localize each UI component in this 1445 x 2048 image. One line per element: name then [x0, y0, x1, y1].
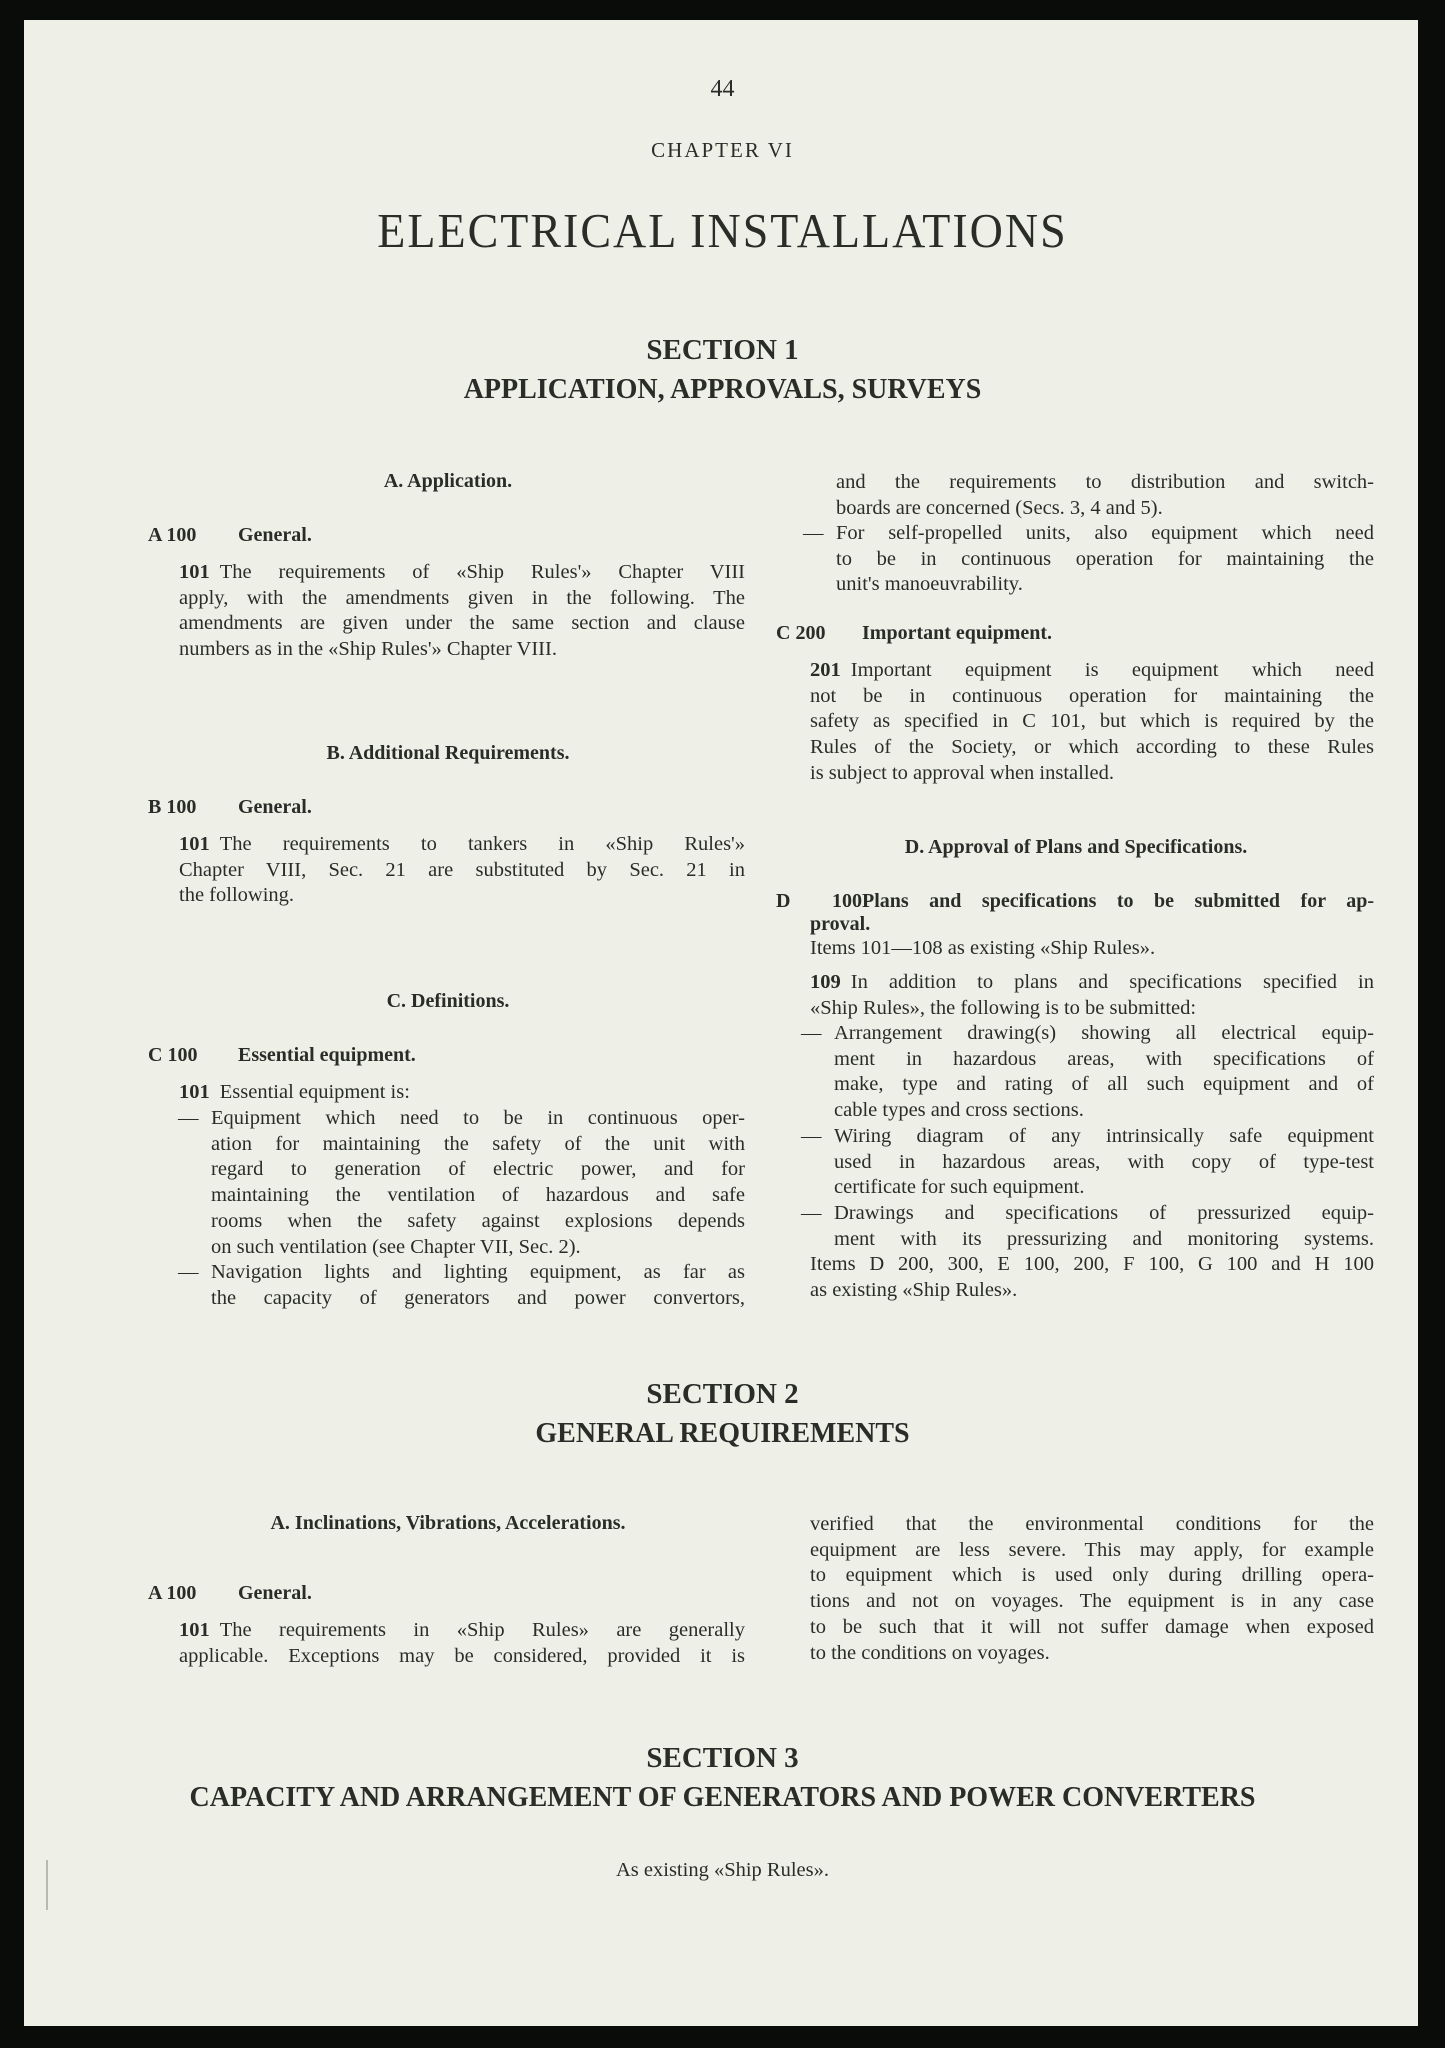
text-line: not be in continuous operation for maintaining the: [810, 684, 1374, 707]
chapter-title: ELECTRICAL INSTALLATIONS: [377, 203, 1068, 258]
text-line: Equipment which need to be in continuous oper-: [211, 1107, 745, 1129]
clause-code: A 100: [148, 1582, 197, 1604]
subsection-d-heading: D. Approval of Plans and Specifications.: [904, 836, 1248, 858]
bullet-submit-2: [801, 1124, 1374, 1201]
item-c101: [179, 1080, 745, 1106]
text-line: Items 101—108 as existing «Ship Rules».: [810, 937, 1156, 959]
text-line: Drawings and specifications of pressurized equip-: [834, 1202, 1374, 1224]
text-line: In addition to plans and specifications specified in: [850, 971, 1374, 993]
text-line: Chapter VIII, Sec. 21 are substituted by Sec. 21 in: [179, 858, 745, 881]
item-number: 101: [179, 1081, 210, 1103]
item-number: 101: [179, 833, 210, 855]
section-2-title: GENERAL REQUIREMENTS: [535, 1418, 910, 1449]
items-existing-closing: [810, 1252, 1374, 1303]
item-number: 101: [179, 1619, 210, 1641]
item-number: 201: [810, 659, 841, 681]
page-number: 44: [710, 76, 735, 102]
bullet-submit-1: [801, 1021, 1374, 1124]
clause-c200: [776, 622, 1052, 645]
text-line: Navigation lights and lighting equipment, as far as: [211, 1261, 745, 1283]
section-1-number: SECTION 1: [646, 334, 799, 366]
text-line: is subject to approval when installed.: [810, 761, 1115, 784]
section-1-title: APPLICATION, APPROVALS, SURVEYS: [463, 374, 982, 405]
text-line: apply, with the amendments given in the following. The: [179, 586, 745, 609]
text-line: The requirements in «Ship Rules» are generally: [219, 1619, 745, 1641]
text-line: certificate for such equipment.: [834, 1176, 1085, 1199]
clause-2a100: [148, 1582, 312, 1605]
clause-d100: [776, 890, 1374, 936]
clause-code: D 100: [776, 890, 862, 912]
text-line: used in hazardous areas, with copy of type-test: [834, 1150, 1374, 1173]
clause-title: Essential equipment.: [238, 1044, 416, 1066]
dash-bullet: —: [803, 522, 824, 544]
clause-a100: [148, 524, 312, 547]
text-line: Rules of the Society, or which according to these Rules: [810, 736, 1374, 759]
text-line: ation for maintaining the safety of the unit with: [211, 1132, 745, 1155]
text-line: boards are concerned (Secs. 3, 4 and 5).: [836, 496, 1163, 519]
text-line: ment in hazardous areas, with specifications of: [834, 1047, 1374, 1070]
text-line: to be in continuous operation for maintaining the: [836, 547, 1374, 570]
clause-title: Important equipment.: [862, 622, 1053, 644]
text-line: The requirements of «Ship Rules'» Chapter VIII: [219, 561, 745, 583]
bullet-essential-2-continued: [836, 470, 1374, 521]
dash-bullet: —: [801, 1202, 822, 1224]
item-number: 109: [810, 971, 841, 993]
text-line: the following.: [179, 884, 295, 907]
subsection-b-heading: B. Additional Requirements.: [326, 742, 570, 764]
clause-title: General.: [238, 796, 312, 818]
clause-c100: [148, 1044, 416, 1067]
text-line: The requirements to tankers in «Ship Rules'»: [219, 833, 745, 855]
text-line: unit's manoeuvrability.: [836, 573, 1023, 596]
subsection-c-heading: C. Definitions.: [386, 990, 510, 1012]
text-line: Wiring diagram of any intrinsically safe equipment: [834, 1125, 1374, 1147]
item-d109: [810, 970, 1374, 1021]
dash-bullet: —: [801, 1022, 822, 1044]
section-3-body: As existing «Ship Rules».: [616, 1859, 829, 1881]
text-line: as existing «Ship Rules».: [810, 1278, 1018, 1301]
text-line: the capacity of generators and power convertors,: [211, 1286, 745, 1309]
clause-b100: [148, 796, 312, 819]
chapter-label: CHAPTER VI: [651, 138, 794, 162]
clause-code: C 100: [148, 1044, 198, 1066]
dash-bullet: —: [178, 1261, 199, 1283]
text-line: maintaining the ventilation of hazardous and safe: [211, 1184, 745, 1207]
dash-bullet: —: [801, 1125, 822, 1147]
section-2-number: SECTION 2: [646, 1378, 799, 1410]
clause-title-continued: proval.: [810, 913, 871, 935]
text-line: safety as specified in C 101, but which is required by the: [810, 710, 1374, 733]
item-2a101: [179, 1618, 745, 1669]
clause-code: A 100: [148, 524, 197, 546]
text-line: applicable. Exceptions may be considered, provided it is: [179, 1644, 745, 1667]
text-line: tions and not on voyages. The equipment is in any case: [810, 1590, 1374, 1613]
clause-code: B 100: [148, 796, 197, 818]
subsection-a-heading: A. Application.: [383, 470, 513, 492]
item-number: 101: [179, 561, 210, 583]
clause-title: General.: [238, 1582, 312, 1604]
dash-bullet: —: [178, 1107, 199, 1129]
text-line: cable types and cross sections.: [834, 1099, 1084, 1122]
text-line: Important equipment is equipment which need: [850, 659, 1374, 681]
clause-title: Plans and specifications to be submitted for ap-: [862, 890, 1374, 912]
text-line: amendments are given under the same section and clause: [179, 612, 745, 635]
text-line: verified that the environmental conditions for the: [810, 1513, 1374, 1535]
clause-code: C 200: [776, 622, 826, 644]
text-line: rooms when the safety against explosions depends: [211, 1209, 745, 1232]
text-line: and the requirements to distribution and switch-: [836, 471, 1374, 493]
item-a101: [179, 560, 745, 663]
bullet-essential-1: [178, 1106, 745, 1260]
section-3-number: SECTION 3: [646, 1742, 799, 1774]
text-line: ment with its pressurizing and monitoring systems.: [834, 1227, 1374, 1250]
text-line: on such ventilation (see Chapter VII, Sec. 2).: [211, 1235, 581, 1258]
text-line: «Ship Rules», the following is to be submitted:: [810, 996, 1197, 1019]
text-line: make, type and rating of all such equipment and of: [834, 1073, 1374, 1096]
section-3-title: CAPACITY AND ARRANGEMENT OF GENERATORS AND POWER CONVERTERS: [189, 1782, 1256, 1813]
bullet-essential-3: [803, 521, 1374, 598]
text-line: For self-propelled units, also equipment which need: [836, 522, 1374, 544]
item-c201: [810, 658, 1374, 787]
items-101-108: [810, 936, 1374, 962]
text-line: to the conditions on voyages.: [810, 1641, 1050, 1664]
bullet-essential-2: [178, 1260, 745, 1311]
item-b101: [179, 832, 745, 909]
section-2-right-column: [810, 1512, 1374, 1666]
text-line: Items D 200, 300, E 100, 200, F 100, G 100 and H 100: [810, 1253, 1374, 1275]
text-line: equipment are less severe. This may apply, for example: [810, 1538, 1374, 1561]
subsection-2a-heading: A. Inclinations, Vibrations, Accelerations.: [270, 1512, 626, 1534]
bullet-submit-3: [801, 1201, 1374, 1252]
clause-title: General.: [238, 524, 312, 546]
text-line: Essential equipment is:: [219, 1081, 410, 1103]
text-line: to equipment which is used only during drilling opera-: [810, 1564, 1374, 1587]
text-line: Arrangement drawing(s) showing all electrical equip-: [834, 1022, 1374, 1044]
text-line: to be such that it will not suffer damage when exposed: [810, 1615, 1374, 1638]
text-line: numbers as in the «Ship Rules'» Chapter VIII.: [179, 638, 557, 661]
text-line: regard to generation of electric power, and for: [211, 1158, 745, 1181]
